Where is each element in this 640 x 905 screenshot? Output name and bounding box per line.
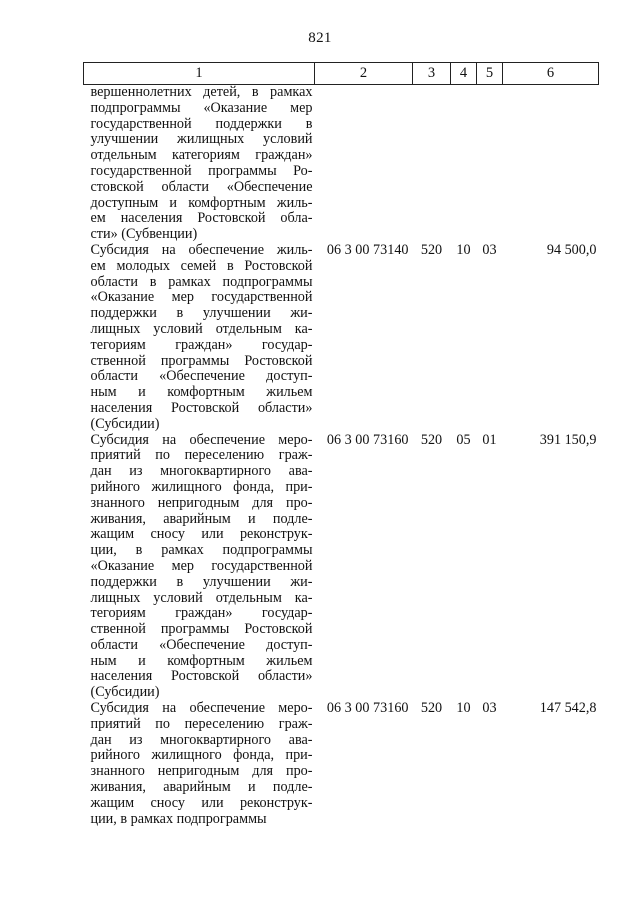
description-line: Субсидия на обеспечение меро- [90, 431, 313, 448]
table-header-row [84, 63, 599, 85]
description-line: области в рамках подпрограммы [90, 273, 313, 290]
column-header-subsection: 5 [477, 63, 503, 85]
row-target-code: 06 3 00 73160 [326, 700, 409, 717]
row-expense-type: 520 [420, 241, 443, 258]
row-subsection [477, 85, 503, 243]
description-line: живания, аварийным и подле- [90, 510, 313, 527]
description-line: ции, в рамках подпрограммы [90, 810, 267, 827]
description-line: ным и комфортным жильем [90, 384, 313, 401]
description-line: ем населения Ростовской обла- [90, 210, 313, 227]
description-line: жащим сносу или реконструк- [90, 526, 313, 543]
row-section: 05 [456, 431, 471, 448]
description-line: ственной программы Ростовской [90, 621, 313, 638]
row-target-code: 06 3 00 73140 [326, 241, 409, 258]
row-description [84, 85, 315, 243]
description-line: жащим сносу или реконструк- [90, 794, 313, 811]
description-line: вершеннолетних детей, в рамках [90, 84, 313, 100]
description-line: области «Обеспечение доступ- [90, 636, 313, 653]
column-header-expense-type: 3 [413, 63, 451, 85]
description-line: «Оказание мер государственной [90, 289, 313, 306]
description-line: Субсидия на обеспечение меро- [90, 700, 313, 717]
row-target-code: 06 3 00 73160 [326, 431, 409, 448]
row-subsection: 03 [482, 700, 497, 717]
column-header-amount: 6 [503, 63, 599, 85]
row-section: 10 [456, 700, 471, 717]
row-description [84, 243, 315, 433]
row-amount: 94 500,0 [546, 241, 597, 258]
description-line: приятий по переселению граж- [90, 447, 313, 464]
description-line: тегориям граждан» государ- [90, 336, 313, 353]
description-line: лищных условий отдельным ка- [90, 589, 313, 606]
description-line: улучшении жилищных условий [90, 131, 313, 148]
description-line: доступным и комфортным жиль- [90, 194, 313, 211]
row-subsection: 01 [482, 431, 497, 448]
description-line: рийного жилищного фонда, при- [90, 747, 313, 764]
description-line: ем молодых семей в Ростовской [90, 257, 313, 274]
row-amount [503, 85, 599, 243]
table-row [84, 243, 599, 433]
description-line: населения Ростовской области» [90, 399, 313, 416]
row-amount: 391 150,9 [539, 431, 597, 448]
column-header-section: 4 [451, 63, 477, 85]
row-section [451, 85, 477, 243]
description-line: Субсидия на обеспечение жиль- [90, 241, 313, 258]
description-line: государственной поддержки в [90, 115, 313, 132]
row-subsection: 03 [482, 241, 497, 258]
description-line: населения Ростовской области» [90, 668, 313, 685]
row-section: 10 [456, 241, 471, 258]
description-line: «Оказание мер государственной [90, 557, 313, 574]
row-expense-type: 520 [420, 700, 443, 717]
description-line: сти» (Субвенции) [90, 226, 198, 243]
column-header-target-code: 2 [315, 63, 413, 85]
description-line: поддержки в улучшении жи- [90, 305, 313, 322]
description-line: знанного непригодным для про- [90, 494, 313, 511]
description-line: знанного непригодным для про- [90, 763, 313, 780]
description-line: рийного жилищного фонда, при- [90, 478, 313, 495]
description-line: государственной программы Ро- [90, 162, 313, 179]
description-line: поддержки в улучшении жи- [90, 573, 313, 590]
description-line: тегориям граждан» государ- [90, 605, 313, 622]
description-line: ным и комфортным жильем [90, 652, 313, 669]
row-amount: 147 542,8 [539, 700, 597, 717]
description-line: (Субсидии) [90, 684, 160, 701]
description-line: лищных условий отдельным ка- [90, 320, 313, 337]
description-line: ственной программы Ростовской [90, 352, 313, 369]
page-number: 821 [308, 30, 332, 46]
description-line: ции, в рамках подпрограммы [90, 542, 313, 559]
description-line: дан из многоквартирного ава- [90, 731, 313, 748]
column-header-name: 1 [84, 63, 315, 85]
table-row [84, 701, 599, 827]
table-row [84, 433, 599, 702]
description-line: (Субсидии) [90, 415, 160, 432]
description-line: подпрограммы «Оказание мер [90, 99, 313, 116]
row-expense-type [413, 85, 451, 243]
row-target-code [315, 85, 413, 243]
description-line: отдельным категориям граждан» [90, 147, 313, 164]
budget-table [83, 62, 599, 827]
row-description [84, 433, 315, 702]
description-line: приятий по переселению граж- [90, 715, 313, 732]
row-expense-type: 520 [420, 431, 443, 448]
description-line: стовской области «Обеспечение [90, 178, 313, 195]
row-description [84, 701, 315, 827]
description-line: области «Обеспечение доступ- [90, 368, 313, 385]
description-line: живания, аварийным и подле- [90, 779, 313, 796]
description-line: дан из многоквартирного ава- [90, 463, 313, 480]
table-row [84, 85, 599, 243]
